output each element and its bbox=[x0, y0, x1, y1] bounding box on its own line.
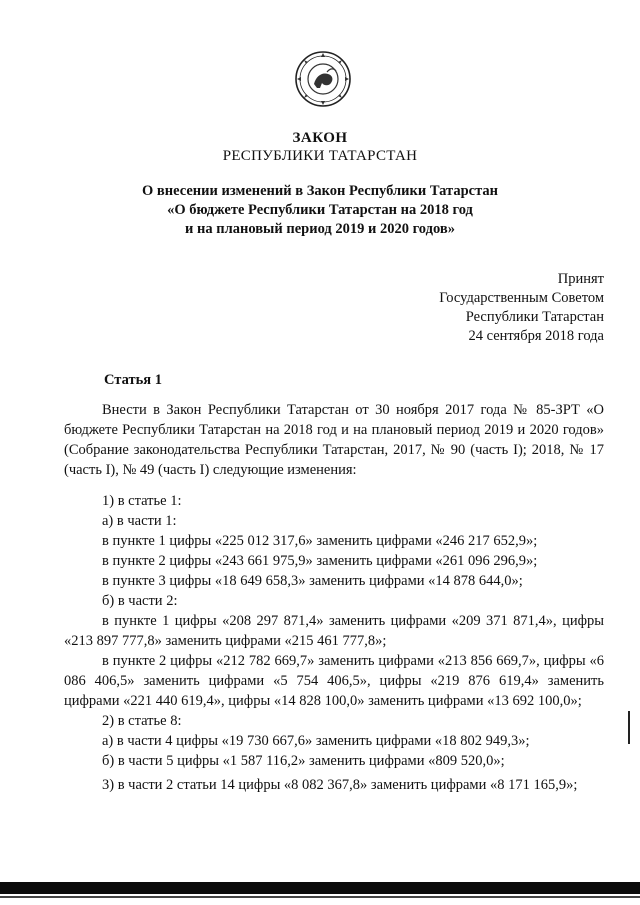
adoption-line: Принят bbox=[557, 271, 604, 287]
amendment-item-2 bbox=[64, 711, 604, 771]
article-intro-paragraph: Внести в Закон Республики Татарстан от 30 ноября 2017 года № 85-ЗРТ «О бюджете Республики Татарстан на 2018 год и на плановый период 2019 и 2020 годов» (Собрание законодательства Республики Татарстан, 2017, № 90 (часть I); 2018, № 17 (часть I), № 49 (часть I) следующие изменения: bbox=[64, 402, 604, 478]
law-title-line: О внесении изменений в Закон Республики Татарстан bbox=[142, 183, 498, 199]
article-heading: Статья 1 bbox=[104, 372, 162, 388]
list-item: в пункте 1 цифры «208 297 871,4» заменить цифрами «209 371 871,4», цифры «213 897 777,8» заменить цифрами «215 461 777,8»; bbox=[64, 613, 604, 649]
amendment-item-1 bbox=[64, 491, 604, 711]
scan-bottom-edge bbox=[0, 882, 640, 894]
list-item: в пункте 2 цифры «212 782 669,7» заменить цифрами «213 856 669,7», цифры «6 086 406,5» заменить цифрами «5 754 406,5», цифры «219 876 619,4» заменить цифрами «221 440 619,4», цифры «14 828 100,0» заменить цифрами «13 692 100,0»; bbox=[64, 653, 604, 709]
scan-bottom-line bbox=[0, 896, 640, 898]
list-item: в пункте 1 цифры «225 012 317,6» заменить цифрами «246 217 652,9»; bbox=[102, 533, 538, 549]
law-heading: ЗАКОН bbox=[292, 130, 348, 146]
law-title-line: «О бюджете Республики Татарстан на 2018 год bbox=[167, 202, 473, 218]
list-item: 1) в статье 1: bbox=[102, 493, 182, 509]
list-item: в пункте 2 цифры «243 661 975,9» заменить цифрами «261 096 296,9»; bbox=[102, 553, 538, 569]
republic-heading: РЕСПУБЛИКИ ТАТАРСТАН bbox=[222, 148, 418, 164]
adoption-date: 24 сентября 2018 года bbox=[468, 328, 604, 344]
adoption-block bbox=[439, 270, 604, 346]
law-title-line: и на плановый период 2019 и 2020 годов» bbox=[185, 221, 455, 237]
list-item: 2) в статье 8: bbox=[102, 713, 182, 729]
scan-margin-mark bbox=[628, 711, 630, 744]
amendment-item-3 bbox=[64, 775, 604, 795]
adoption-line: Государственным Советом bbox=[439, 290, 604, 306]
list-item: а) в части 1: bbox=[102, 513, 177, 529]
list-item: в пункте 3 цифры «18 649 658,3» заменить цифрами «14 878 644,0»; bbox=[102, 573, 523, 589]
list-item: б) в части 5 цифры «1 587 116,2» заменить цифрами «809 520,0»; bbox=[102, 753, 505, 769]
coat-of-arms-icon bbox=[294, 50, 352, 108]
adoption-line: Республики Татарстан bbox=[465, 309, 604, 325]
list-item: а) в части 4 цифры «19 730 667,6» заменить цифрами «18 802 949,3»; bbox=[102, 733, 530, 749]
list-item: б) в части 2: bbox=[102, 593, 178, 609]
list-item: 3) в части 2 статьи 14 цифры «8 082 367,8» заменить цифрами «8 171 165,9»; bbox=[102, 777, 578, 793]
law-title bbox=[0, 182, 640, 239]
